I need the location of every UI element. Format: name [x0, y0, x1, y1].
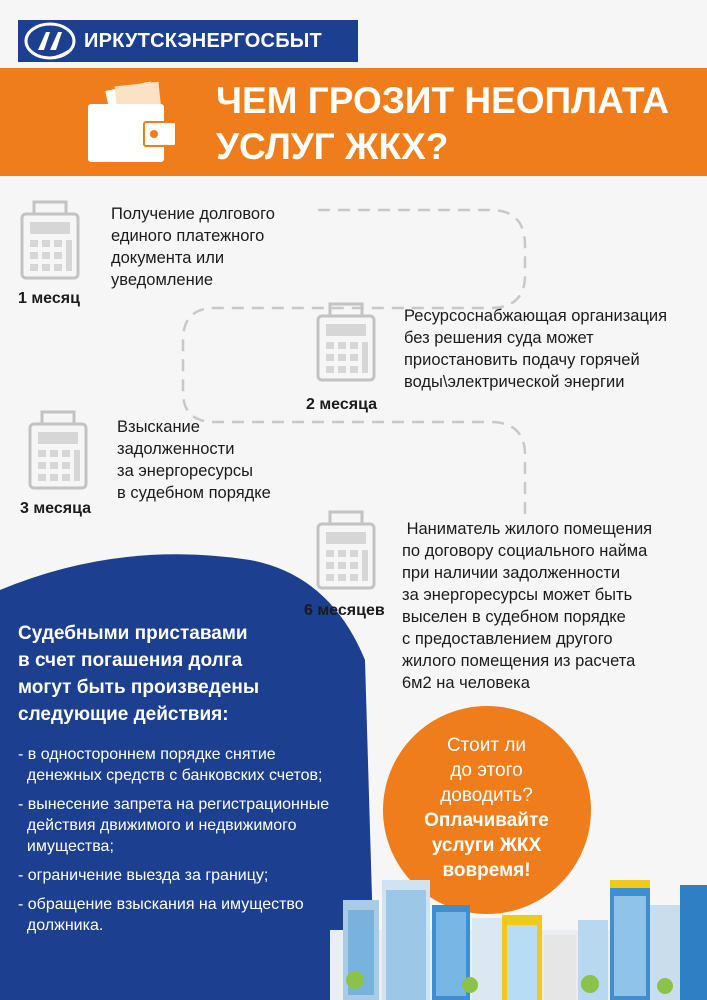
- bailiffs-heading-line: Судебными приставами: [18, 623, 248, 644]
- step-4-line: с предоставлением другого: [402, 630, 613, 648]
- callout-action-line: Оплачивайте: [424, 810, 549, 831]
- step-4-line: Наниматель жилого помещения: [402, 520, 653, 538]
- step-3-line: Взыскание: [117, 418, 200, 436]
- step-4-label: 6 месяцев: [304, 602, 385, 619]
- step-1-line: Получение долгового: [111, 205, 275, 223]
- step-2-line: Ресурсоснабжающая организация: [404, 307, 668, 325]
- callout-action-line: услуги ЖКХ: [431, 835, 542, 856]
- step-4-line: жилого помещения из расчета: [402, 652, 636, 670]
- list-item-line: - в одностороннем порядке снятие: [18, 746, 276, 763]
- step-2-label: 2 месяца: [306, 396, 378, 413]
- bailiffs-heading: [18, 620, 259, 728]
- list-item: [18, 744, 329, 786]
- step-4-line: выселен в судебном порядке: [402, 608, 626, 626]
- step-2-line: приостановить подачу горячей: [404, 351, 640, 369]
- list-item-line: должника.: [18, 917, 104, 934]
- list-item: [18, 894, 329, 936]
- callout-question-line: до этого: [450, 760, 523, 781]
- step-4-line: при наличии задолженности: [402, 564, 621, 582]
- list-item: [18, 865, 329, 886]
- title-line-2: УСЛУГ ЖКХ?: [216, 126, 449, 167]
- list-item-line: - вынесение запрета на регистрационные: [18, 796, 330, 813]
- step-1-line: единого платежного: [111, 227, 265, 245]
- step-1-line: уведомление: [111, 271, 214, 289]
- step-1-line: документа или: [111, 249, 225, 267]
- callout-action-line: вовремя!: [442, 860, 531, 881]
- step-3-line: за энергоресурсы: [117, 462, 253, 480]
- bailiffs-heading-line: следующие действия:: [18, 704, 229, 725]
- list-item-line: денежных средств с банковских счетов;: [18, 767, 323, 784]
- list-item-line: - ограничение выезда за границу;: [18, 867, 269, 884]
- step-4-text: [402, 518, 652, 694]
- callout-question-line: доводить?: [440, 785, 533, 806]
- list-item-line: действия движимого и недвижимого: [18, 817, 297, 834]
- step-3-line: в судебном порядке: [117, 484, 271, 502]
- step-3-line: задолженности: [117, 440, 235, 458]
- brand-name: ИРКУТСКЭНЕРГОСБЫТ: [84, 29, 322, 52]
- step-4-line: за энергоресурсы может быть: [402, 586, 633, 604]
- callout-question-line: Стоит ли: [446, 735, 527, 756]
- step-4-line: по договору социального найма: [402, 542, 648, 560]
- bailiffs-actions-list: [18, 744, 329, 944]
- title-line-1: ЧЕМ ГРОЗИТ НЕОПЛАТА: [216, 80, 669, 121]
- list-item-line: имущества;: [18, 838, 114, 855]
- bailiffs-heading-line: в счет погашения долга: [18, 650, 243, 671]
- list-item-line: - обращение взыскания на имущество: [18, 896, 304, 913]
- callout-circle-text: [394, 733, 579, 883]
- step-1-label: 1 месяц: [18, 290, 80, 307]
- step-3-label: 3 месяца: [20, 500, 92, 517]
- step-2-line: без решения суда может: [404, 329, 594, 347]
- bailiffs-heading-line: могут быть произведены: [18, 677, 260, 698]
- list-item: [18, 794, 329, 857]
- step-4-line: 6м2 на человека: [402, 674, 530, 692]
- step-2-line: воды\электрической энергии: [404, 373, 625, 391]
